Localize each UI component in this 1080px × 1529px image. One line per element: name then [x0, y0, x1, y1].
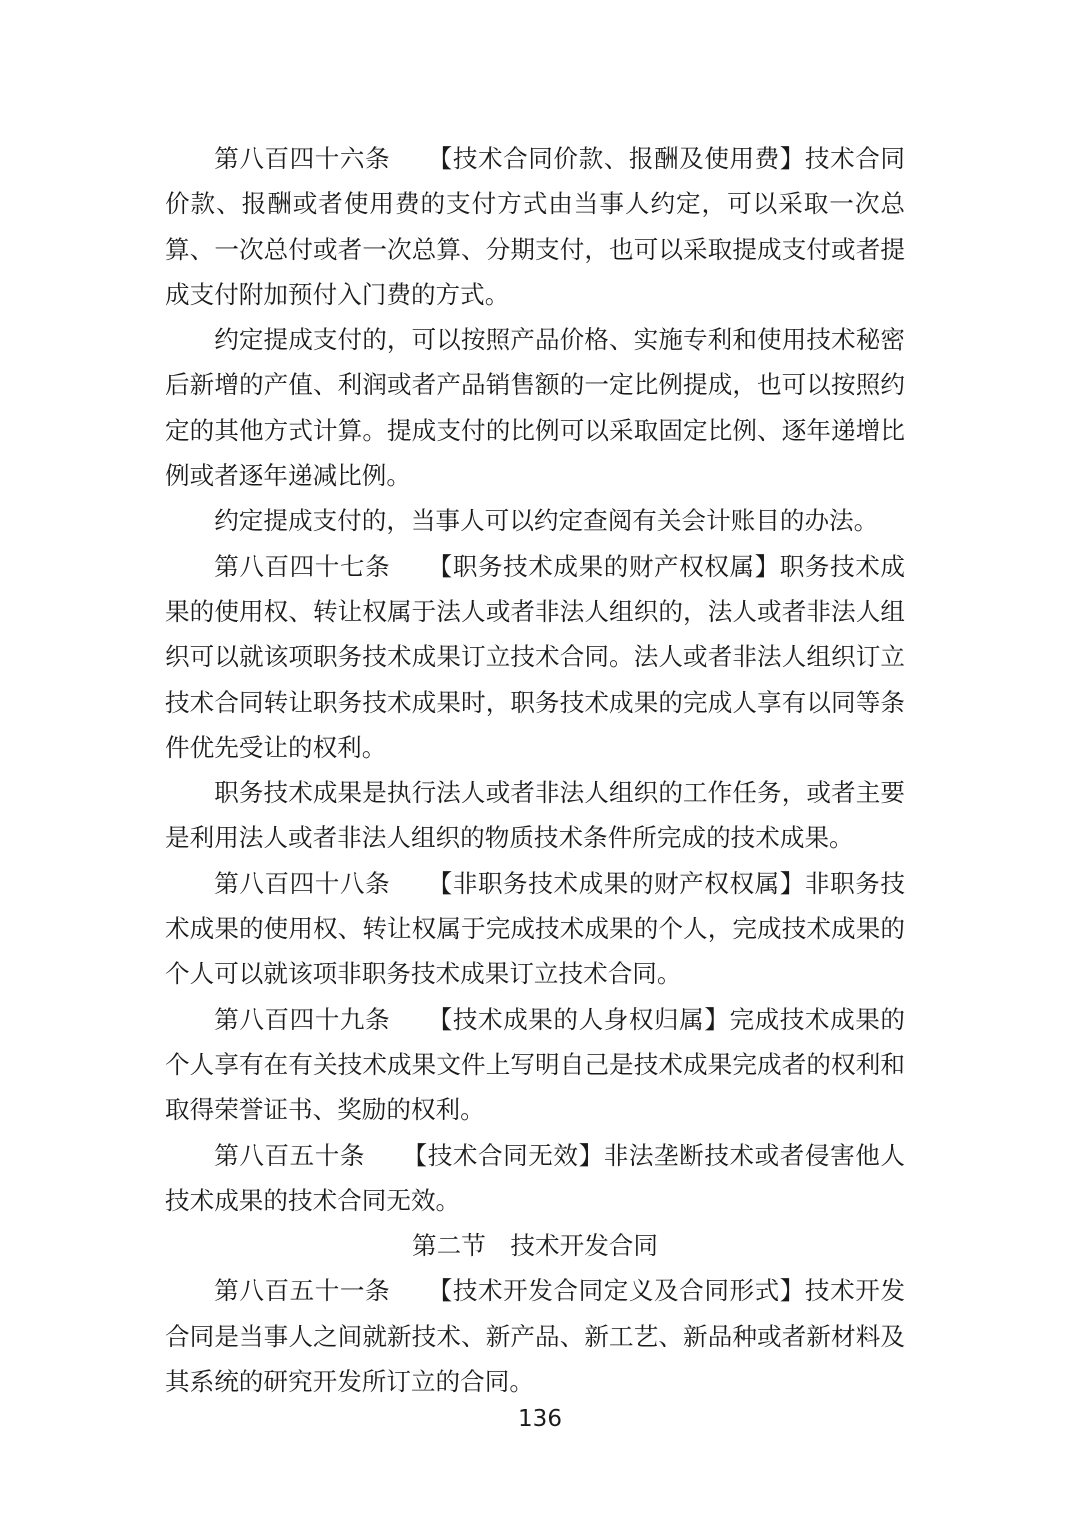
article-number: 第八百四十七条	[214, 551, 391, 581]
article-title: 【技术开发合同定义及合同形式】	[427, 1276, 805, 1306]
article-number: 第八百四十六条	[214, 144, 391, 173]
article-846-paragraph	[165, 136, 905, 317]
article-text: 完成技术成果的个人享有在有关技术成果文件上写明自己是技术成果完成者的权利和取得荣誉证书、奖励的权利。	[165, 1004, 905, 1125]
page-number: 136	[518, 1406, 562, 1432]
article-text: 职务技术成果的使用权、转让权属于法人或者非法人组织的，法人或者非法人组织可以就该项职务技术成果订立技术合同。法人或者非法人组织订立技术合同转让职务技术成果时，职务技术成果的完成人享有以同等条件优先受让的权利。	[165, 551, 905, 762]
article-846-paragraph-2	[165, 317, 905, 498]
article-text: 技术合同价款、报酬或者使用费的支付方式由当事人约定，可以采取一次总算、一次总付或者一次总算、分期支付，也可以采取提成支付或者提成支付附加预付入门费的方式。	[165, 144, 905, 309]
article-number: 第八百五十条	[214, 1140, 366, 1170]
article-title: 【职务技术成果的财产权权属】	[427, 551, 780, 581]
paragraph-text: 职务技术成果是执行法人或者非法人组织的工作任务，或者主要是利用法人或者非法人组织的物质技术条件所完成的技术成果。	[165, 778, 905, 853]
article-848-paragraph	[165, 861, 905, 997]
page-body	[165, 136, 905, 1404]
article-title: 【技术合同无效】	[401, 1140, 604, 1170]
article-number: 第八百四十九条	[214, 1004, 391, 1034]
section-title: 技术开发合同	[510, 1231, 658, 1261]
article-851-paragraph	[165, 1268, 905, 1404]
article-text: 非职务技术成果的使用权、转让权属于完成技术成果的个人，完成技术成果的个人可以就该项非职务技术成果订立技术合同。	[165, 868, 905, 989]
article-title: 【技术合同价款、报酬及使用费】	[427, 144, 805, 173]
article-849-paragraph	[165, 997, 905, 1133]
article-title: 【非职务技术成果的财产权权属】	[427, 868, 805, 898]
article-846-paragraph-3	[165, 498, 905, 543]
section-heading	[165, 1223, 905, 1268]
article-text: 技术开发合同是当事人之间就新技术、新产品、新工艺、新品种或者新材料及其系统的研究开发所订立的合同。	[165, 1276, 905, 1397]
paragraph-text: 约定提成支付的，可以按照产品价格、实施专利和使用技术秘密后新增的产值、利润或者产品销售额的一定比例提成，也可以按照约定的其他方式计算。提成支付的比例可以采取固定比例、逐年递增比例或者逐年递减比例。	[165, 325, 905, 491]
section-number: 第二节	[412, 1231, 486, 1261]
article-number: 第八百四十八条	[214, 868, 391, 898]
paragraph-text: 约定提成支付的，当事人可以约定查阅有关会计账目的办法。	[214, 506, 879, 536]
article-text: 非法垄断技术或者侵害他人技术成果的技术合同无效。	[165, 1140, 905, 1215]
article-847-paragraph	[165, 544, 905, 770]
article-number: 第八百五十一条	[214, 1276, 391, 1306]
article-850-paragraph	[165, 1133, 905, 1224]
article-847-paragraph-2	[165, 770, 905, 861]
article-title: 【技术成果的人身权归属】	[427, 1004, 730, 1034]
